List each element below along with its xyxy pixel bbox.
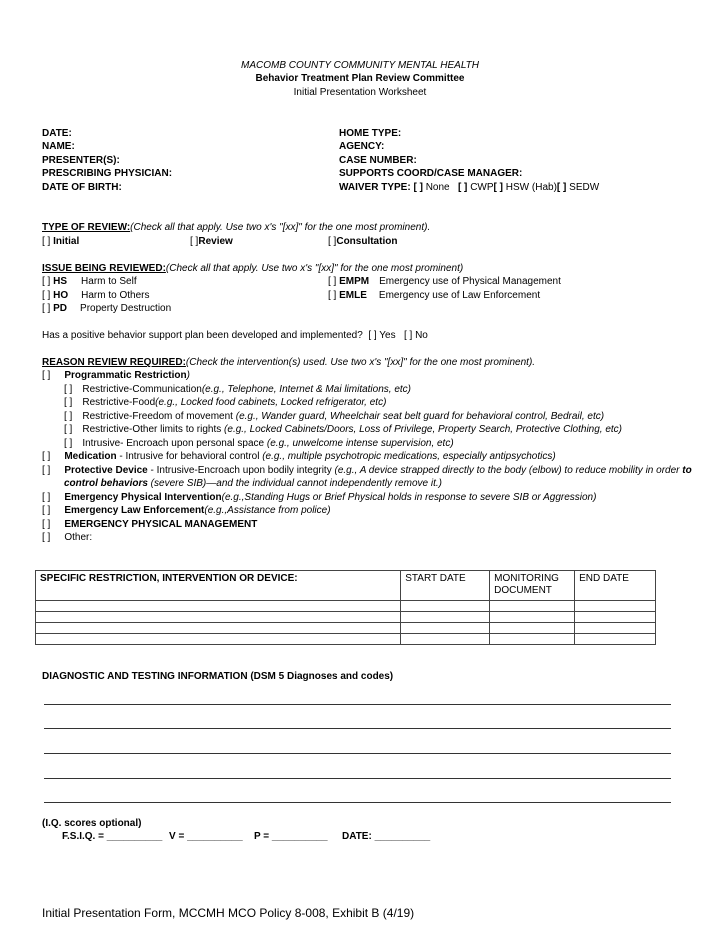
diagnostic-line[interactable] xyxy=(44,778,671,779)
issue-hs-option[interactable]: [ ] HS Harm to Self xyxy=(42,276,137,287)
dob-field-label: DATE OF BIRTH: xyxy=(42,182,122,193)
iq-p-field[interactable]: P = __________ xyxy=(254,831,328,842)
table-row[interactable] xyxy=(36,623,656,634)
waiver-cwp-checkbox[interactable]: [ ] xyxy=(457,182,468,193)
pbs-yes-checkbox[interactable]: [ ] Yes xyxy=(368,330,396,341)
worksheet-title: Initial Presentation Worksheet xyxy=(293,87,427,98)
presenters-field-label: PRESENTER(S): xyxy=(42,155,120,166)
reason-sub-intrusive[interactable]: [ ] Intrusive- Encroach upon personal space (e.g., unwelcome intense supervision, etc) xyxy=(64,438,454,449)
table-header-restriction: SPECIFIC RESTRICTION, INTERVENTION OR DEVICE: xyxy=(36,571,401,601)
reason-sub-food[interactable]: [ ] Restrictive-Food(e.g., Locked food cabinets, Locked refrigerator, etc) xyxy=(64,397,387,408)
type-of-review-heading: TYPE OF REVIEW:(Check all that apply. Use two x's "[xx]" for the one most prominent). xyxy=(42,222,431,233)
name-field-label: NAME: xyxy=(42,141,75,152)
iq-fsiq-field[interactable]: F.S.I.Q. = __________ xyxy=(62,831,163,842)
reason-epm-option[interactable]: [ ] EMERGENCY PHYSICAL MANAGEMENT xyxy=(42,519,258,530)
issue-pd-option[interactable]: [ ] PD Property Destruction xyxy=(42,303,172,314)
table-header-monitoring: MONITORING DOCUMENT xyxy=(490,571,575,601)
waiver-none-checkbox[interactable]: [ ] xyxy=(413,182,423,193)
diagnostic-line[interactable] xyxy=(44,753,671,754)
reason-other-option[interactable]: [ ] Other: xyxy=(42,532,93,543)
issue-heading: ISSUE BEING REVIEWED:(Check all that apply. Use two x's "[xx]" for the one most prominent) xyxy=(42,263,464,274)
reason-heading: REASON REVIEW REQUIRED:(Check the intervention(s) used. Use two x's "[xx]" for the one most prominent). xyxy=(42,357,536,368)
footer-text: Initial Presentation Form, MCCMH MCO Policy 8-008, Exhibit B (4/19) xyxy=(42,906,415,920)
review-consultation-option[interactable]: [ ]Consultation xyxy=(328,236,398,247)
waiver-type-row: WAIVER TYPE: [ ] None [ ] CWP[ ] HSW (Hab)[ ] SEDW xyxy=(339,182,600,193)
issue-emle-option[interactable]: [ ] EMLE Emergency use of Law Enforcement xyxy=(328,290,541,301)
diagnostic-line[interactable] xyxy=(44,802,671,803)
diagnostic-line[interactable] xyxy=(44,728,671,729)
date-field-label: DATE: xyxy=(42,128,72,139)
reason-epi-option[interactable]: [ ] Emergency Physical Intervention(e.g.,Standing Hugs or Brief Physical holds in response to severe SIB or Aggression) xyxy=(42,492,597,503)
diagnostic-heading: DIAGNOSTIC AND TESTING INFORMATION (DSM 5 Diagnoses and codes) xyxy=(42,671,394,682)
supports-coord-label: SUPPORTS COORD/CASE MANAGER: xyxy=(339,168,523,179)
home-type-label: HOME TYPE: xyxy=(339,128,402,139)
pbs-question: Has a positive behavior support plan been developed and implemented? [ ] Yes [ ] No xyxy=(42,330,428,341)
reason-medication-option[interactable]: [ ] Medication - Intrusive for behavioral control (e.g., multiple psychotropic medications, especially antipsychotics) xyxy=(42,451,556,462)
reason-protective-continued: control behaviors (severe SIB)—and the individual cannot independently remove it.) xyxy=(64,478,442,489)
restriction-table xyxy=(35,570,656,645)
iq-date-field[interactable]: DATE: __________ xyxy=(342,831,431,842)
case-number-label: CASE NUMBER: xyxy=(339,155,417,166)
review-initial-option[interactable]: [ ] Initial xyxy=(42,236,80,247)
reason-sub-other-limits[interactable]: [ ] Restrictive-Other limits to rights (e.g., Locked Cabinets/Doors, Loss of Privilege, Property Search, Protective Clothing, etc) xyxy=(64,424,623,435)
reason-protective-option[interactable]: [ ] Protective Device - Intrusive-Encroach upon bodily integrity (e.g., A device strapped directly to the body (elbow) to reduce mobility in order to xyxy=(42,465,692,476)
issue-ho-option[interactable]: [ ] HO Harm to Others xyxy=(42,290,150,301)
committee-title: Behavior Treatment Plan Review Committee xyxy=(255,73,465,84)
diagnostic-line[interactable] xyxy=(44,704,671,705)
reason-sub-communication[interactable]: [ ] Restrictive-Communication(e.g., Telephone, Internet & Mai limitations, etc) xyxy=(64,384,412,395)
issue-empm-option[interactable]: [ ] EMPM Emergency use of Physical Management xyxy=(328,276,561,287)
iq-v-field[interactable]: V = __________ xyxy=(169,831,243,842)
table-row[interactable] xyxy=(36,601,656,612)
prescribing-physician-label: PRESCRIBING PHYSICIAN: xyxy=(42,168,173,179)
table-row[interactable] xyxy=(36,634,656,645)
reason-programmatic-option[interactable]: [ ] Programmatic Restriction) xyxy=(42,370,190,381)
reason-sub-freedom[interactable]: [ ] Restrictive-Freedom of movement (e.g., Wander guard, Wheelchair seat belt guard for behavioral control, Bedrail, etc) xyxy=(64,411,605,422)
review-review-option[interactable]: [ ]Review xyxy=(190,236,233,247)
agency-label: AGENCY: xyxy=(339,141,385,152)
reason-ele-option[interactable]: [ ] Emergency Law Enforcement(e.g.,Assistance from police) xyxy=(42,505,331,516)
table-row[interactable] xyxy=(36,612,656,623)
table-header-end-date: END DATE xyxy=(575,571,656,601)
table-header-start-date: START DATE xyxy=(401,571,490,601)
pbs-no-checkbox[interactable]: [ ] No xyxy=(403,330,428,341)
org-title: MACOMB COUNTY COMMUNITY MENTAL HEALTH xyxy=(241,60,479,71)
iq-heading: (I.Q. scores optional) xyxy=(42,818,142,829)
